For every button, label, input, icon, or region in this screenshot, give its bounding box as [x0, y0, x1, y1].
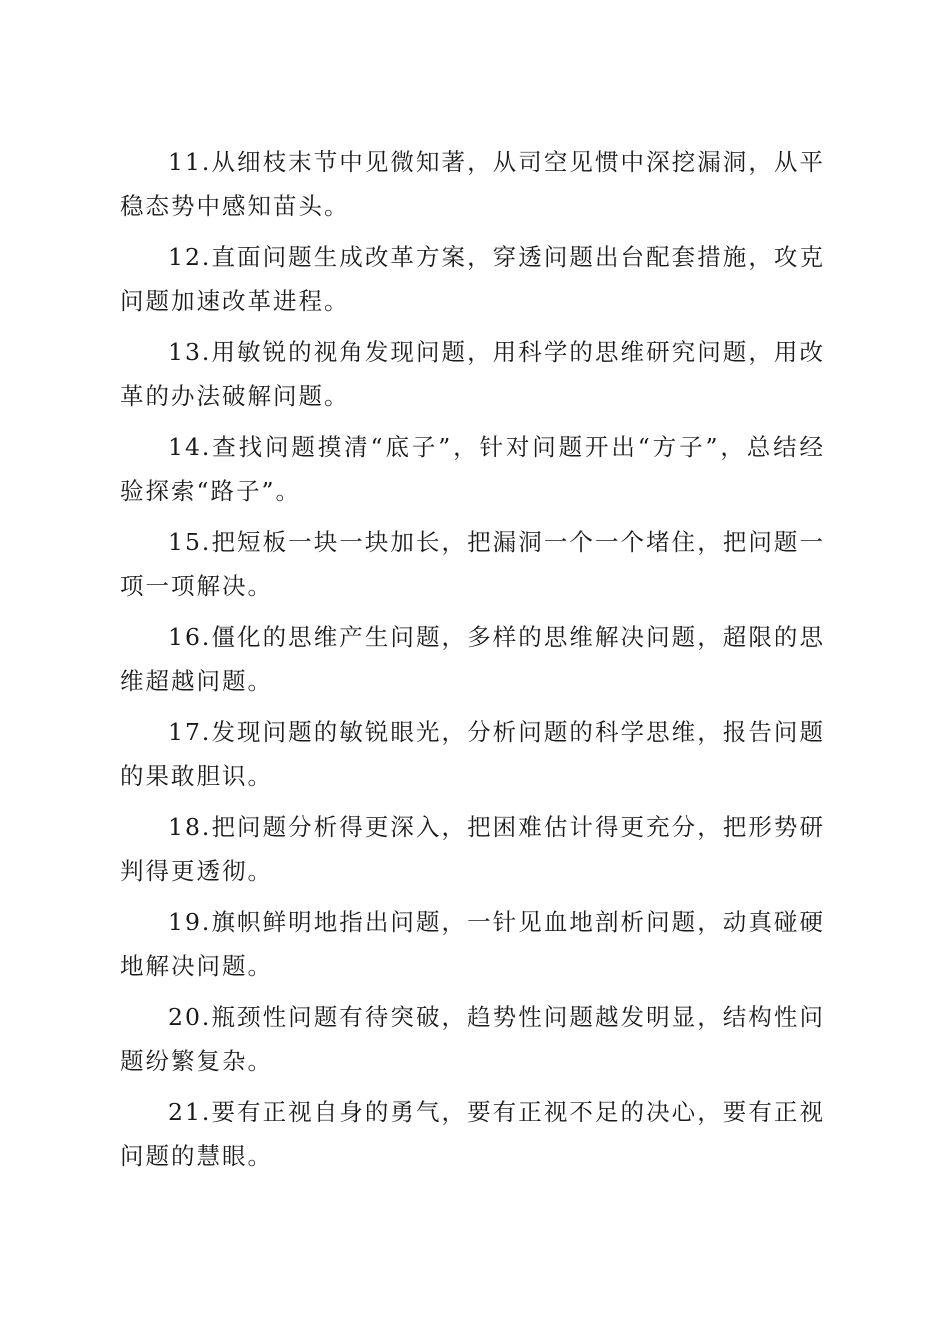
- document-body: [120, 140, 825, 1185]
- list-item: 12.直面问题生成改革方案，穿透问题出台配套措施，攻克问题加速改革进程。: [120, 243, 825, 315]
- list-item: 18.把问题分析得更深入，把困难估计得更充分，把形势研判得更透彻。: [120, 813, 825, 885]
- list-item: 11.从细枝末节中见微知著，从司空见惯中深挖漏洞，从平稳态势中感知苗头。: [120, 148, 825, 220]
- list-item: 13.用敏锐的视角发现问题，用科学的思维研究问题，用改革的办法破解问题。: [120, 338, 825, 410]
- list-item: 14.查找问题摸清“底子”，针对问题开出“方子”，总结经验探索“路子”。: [120, 433, 825, 505]
- list-item: 15.把短板一块一块加长，把漏洞一个一个堵住，把问题一项一项解决。: [120, 528, 825, 600]
- list-item: 21.要有正视自身的勇气，要有正视不足的决心，要有正视问题的慧眼。: [120, 1098, 825, 1170]
- list-item: 17.发现问题的敏锐眼光，分析问题的科学思维，报告问题的果敢胆识。: [120, 718, 825, 790]
- list-item: 20.瓶颈性问题有待突破，趋势性问题越发明显，结构性问题纷繁复杂。: [120, 1003, 825, 1075]
- list-item: 19.旗帜鲜明地指出问题，一针见血地剖析问题，动真碰硬地解决问题。: [120, 908, 825, 980]
- list-item: 16.僵化的思维产生问题，多样的思维解决问题，超限的思维超越问题。: [120, 623, 825, 695]
